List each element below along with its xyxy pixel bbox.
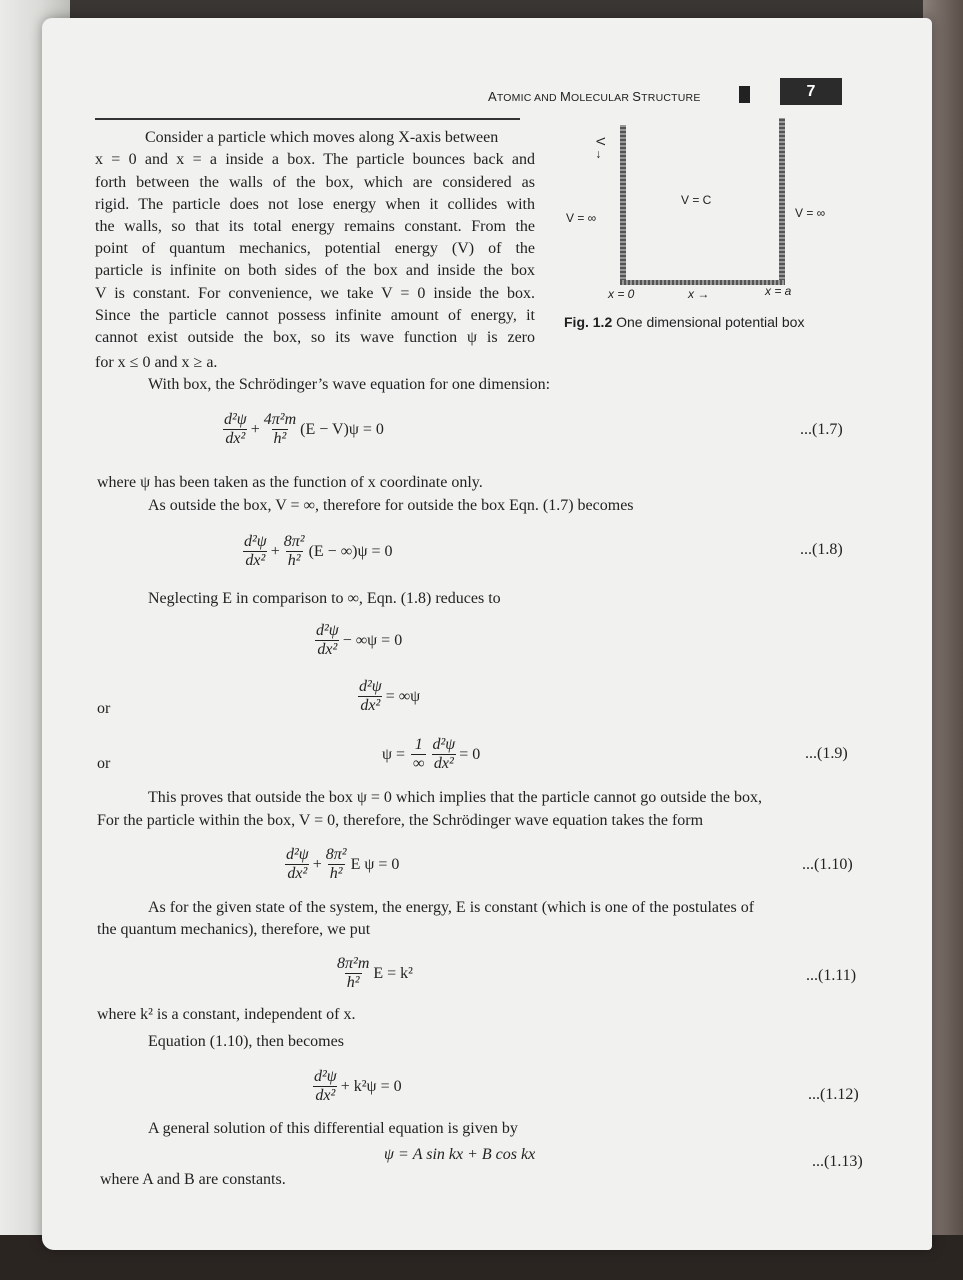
equation-1-13: ψ = A sin kx + B cos kx [384, 1146, 536, 1163]
intro-line-8: Since the particle cannot possess infinite amount of energy, it [95, 307, 535, 324]
figure-left-wall [620, 125, 626, 285]
header-rule [95, 118, 520, 120]
equation-1-8: $\frac{\text{d²ψ}}{\text{dx²}}$ + $\frac{\text{8π²}}{\text{h²}}$ (E − ∞)ψ = 0 [244, 533, 393, 569]
equation-1-12: $\frac{\text{d²ψ}}{\text{dx²}}$ + k²ψ = 0 [314, 1068, 402, 1104]
figure-x0: x = 0 [608, 287, 635, 301]
eq-number-1-9: ...(1.9) [805, 745, 848, 762]
or-1: or [97, 700, 111, 717]
figure-right-wall [779, 118, 785, 285]
equation-then: Equation (1.10), then becomes [148, 1033, 344, 1050]
intro-line-0: Consider a particle which moves along X-axis between [145, 129, 499, 146]
figure-v-arrow: V → [593, 137, 608, 161]
para-box: With box, the Schrödinger’s wave equation for one dimension: [148, 376, 551, 393]
within-text: For the particle within the box, V = 0, therefore, the Schrödinger wave equation takes the form [97, 812, 704, 829]
figure-left-label: V = ∞ [566, 211, 597, 225]
figure-right-label: V = ∞ [795, 206, 826, 220]
figure-xa: x = a [765, 284, 792, 298]
figure-caption: Fig. 1.2 One dimensional potential box [564, 314, 805, 330]
figure-floor [620, 280, 785, 285]
proves-text: This proves that outside the box ψ = 0 which implies that the particle cannot go outside the box, [148, 789, 763, 806]
eq-number-1-13: ...(1.13) [812, 1153, 863, 1170]
eq-number-1-11: ...(1.11) [806, 967, 857, 984]
as-for-line-1: As for the given state of the system, the energy, E is constant (which is one of the postulates of [148, 899, 755, 916]
intro-line-1: x = 0 and x = a inside a box. The particle bounces back and [95, 151, 535, 168]
figure-x-arrow: x → [688, 287, 710, 301]
as-for-line-2: the quantum mechanics), therefore, we put [97, 921, 371, 938]
intro-line-4: the walls, so that its total energy remains constant. From the [95, 218, 535, 235]
intro-line-2: forth between the walls of the box, which are considered as [95, 174, 535, 191]
header-marker [739, 86, 750, 103]
eq-number-1-7: ...(1.7) [800, 421, 843, 438]
eq-number-1-10: ...(1.10) [802, 856, 853, 873]
outside-text: As outside the box, V = ∞, therefore for outside the box Eqn. (1.7) becomes [148, 497, 634, 514]
running-header: ATOMIC AND MOLECULAR STRUCTURE [488, 89, 701, 104]
figure-inner-label: V = C [681, 193, 712, 207]
equation-1-10: $\frac{\text{d²ψ}}{\text{dx²}}$ + $\frac{\text{8π²}}{\text{h²}}$ E ψ = 0 [286, 846, 400, 882]
equation-reduced: $\frac{\text{d²ψ}}{\text{dx²}}$ − ∞ψ = 0 [316, 622, 403, 658]
eq-number-1-12: ...(1.12) [808, 1086, 859, 1103]
general-solution-text: A general solution of this differential equation is given by [148, 1120, 518, 1137]
intro-line-7: V is constant. For convenience, we take V = 0 inside the box. [95, 285, 535, 302]
where-k: where k² is a constant, independent of x. [97, 1006, 356, 1023]
equation-rearranged: $\frac{\text{d²ψ}}{\text{dx²}}$ = ∞ψ [359, 678, 421, 714]
equation-1-11: $\frac{\text{8π²m}}{\text{h²}}$ E = k² [337, 955, 413, 991]
intro-line-9: cannot exist outside the box, so its wave function ψ is zero [95, 329, 535, 346]
where-psi: where ψ has been taken as the function of x coordinate only. [97, 474, 483, 491]
intro-line-10: for x ≤ 0 and x ≥ a. [95, 354, 218, 371]
intro-line-3: rigid. The particle does not lose energy when it collides with [95, 196, 535, 213]
eq-number-1-8: ...(1.8) [800, 541, 843, 558]
equation-1-9: ψ = $\frac{1}{\infty}$ $\frac{\text{d²ψ}}{\text{dx²}}$ = 0 [382, 736, 481, 772]
or-2: or [97, 755, 111, 772]
intro-line-5: point of quantum mechanics, potential energy (V) of the [95, 240, 535, 257]
equation-1-7: $\frac{\text{d²ψ}}{\text{dx²}}$ + $\frac{\text{4π²m}}{\text{h²}}$ (E − V)ψ = 0 [224, 411, 384, 447]
where-a-b: where A and B are constants. [100, 1171, 286, 1188]
intro-line-6: particle is infinite on both sides of the box and inside the box [95, 262, 535, 279]
page-number: 7 [780, 78, 842, 105]
neglect-text: Neglecting E in comparison to ∞, Eqn. (1.8) reduces to [148, 590, 501, 607]
